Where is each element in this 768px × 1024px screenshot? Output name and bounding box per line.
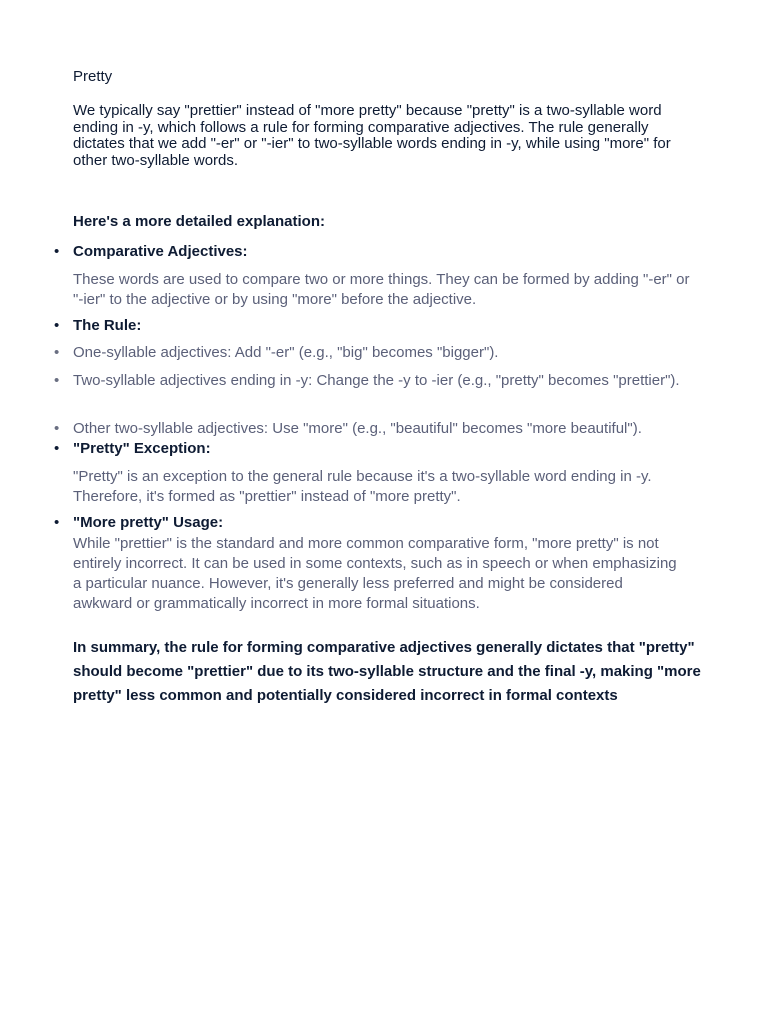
section-text-comparative-adjectives: These words are used to compare two or more things. They can be formed by adding "-er" or "-ier" to the adjective or by using "more" before the adjective. (73, 271, 690, 308)
sub-bullet-two-syllable-y: • (54, 372, 60, 389)
summary-paragraph: In summary, the rule for forming comparative adjectives generally dictates that "pretty" should become "prettier" due to its two-syllable structure and the final -y, making "more pretty" less common and potentially considered incorrect in formal contexts (73, 639, 701, 704)
rule-item-two-syllable-y: Two-syllable adjectives ending in -y: Change the -y to -ier (e.g., "pretty" becomes "prettier"). (73, 372, 680, 389)
section-label-the-rule: The Rule: (73, 317, 142, 334)
bullet-the-rule: • (54, 317, 60, 334)
bullet-comparative-adjectives: • (54, 243, 60, 260)
intro-paragraph: We typically say "prettier" instead of "more pretty" because "pretty" is a two-syllable word ending in -y, which follows a rule for forming comparative adjectives. The rule generally dictates that we add "-er" or "-ier" to two-syllable words ending in -y, while using "more" for other two-syllable words. (73, 102, 671, 169)
section-label-comparative-adjectives: Comparative Adjectives: (73, 243, 248, 260)
section-label-pretty-exception: "Pretty" Exception: (73, 440, 211, 457)
section-text-pretty-exception: "Pretty" is an exception to the general rule because it's a two-syllable word ending in -y. Therefore, it's formed as "prettier" instead of "more pretty". (73, 468, 652, 505)
document-title: Pretty (73, 68, 113, 85)
explanation-heading: Here's a more detailed explanation: (73, 213, 325, 230)
sub-bullet-one-syllable: • (54, 344, 60, 361)
section-label-more-pretty-usage: "More pretty" Usage: (73, 514, 224, 531)
sub-bullet-other-two-syllable: • (54, 420, 60, 437)
bullet-pretty-exception: • (54, 440, 60, 457)
bullet-more-pretty-usage: • (54, 514, 60, 531)
rule-item-other-two-syllable: Other two-syllable adjectives: Use "more" (e.g., "beautiful" becomes "more beautiful"). (73, 420, 642, 437)
section-text-more-pretty-usage: While "prettier" is the standard and more common comparative form, "more pretty" is not entirely incorrect. It can be used in some contexts, such as in speech or when emphasizing a particular nuance. However, it's generally less preferred and might be considered awkward or grammatically incorrect in more formal situations. (73, 535, 677, 612)
rule-item-one-syllable: One-syllable adjectives: Add "-er" (e.g., "big" becomes "bigger"). (73, 344, 499, 361)
